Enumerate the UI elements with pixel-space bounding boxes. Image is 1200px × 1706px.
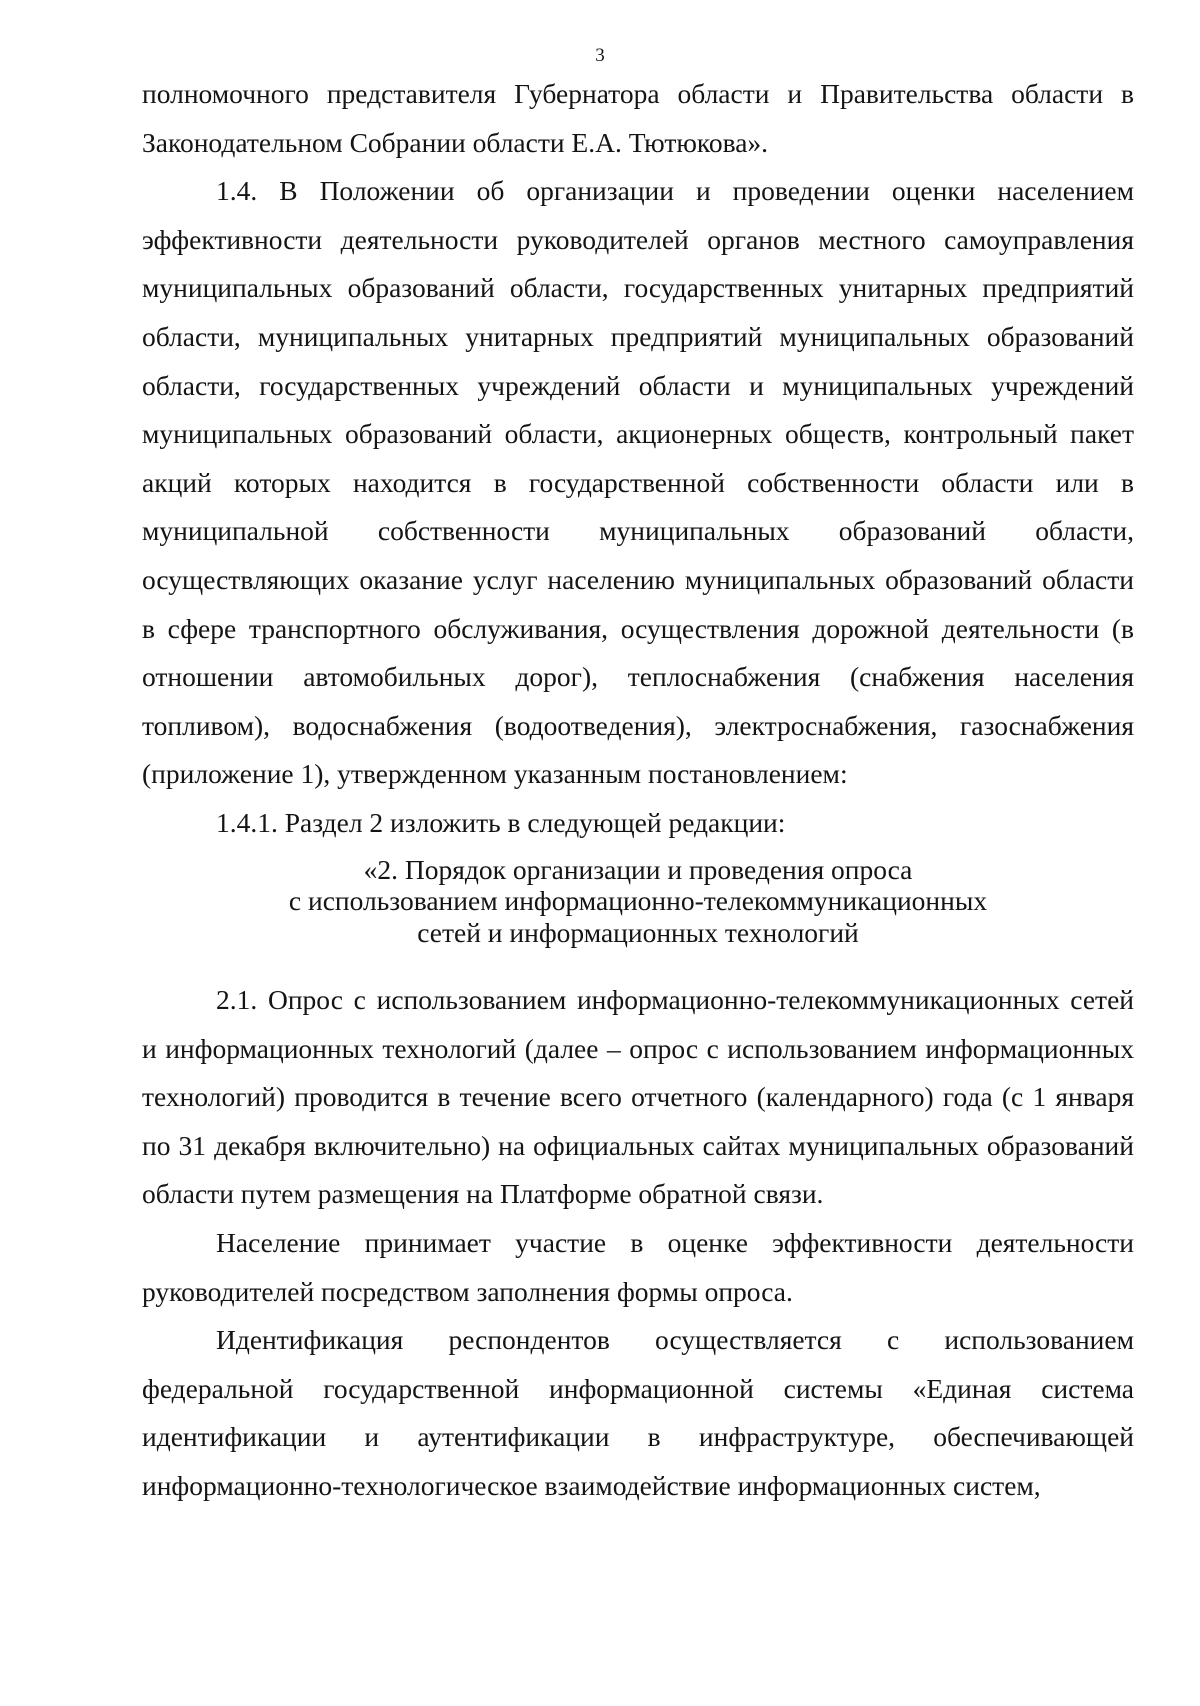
paragraph-1-4-1: 1.4.1. Раздел 2 изложить в следующей редакции: [216,806,786,838]
paragraph-population: Население принимает участие в оценке эффективности деятельности руководителей посредством заполнения формы опроса. [142,1226,1134,1307]
paragraph-1-4: 1.4. В Положении об организации и проведении оценки населением эффективности деятельности руководителей органов местного самоуправления муниципальных образований области, государственных унитарных предприятий области, муниципальных унитарных предприятий муниципальных образований области, государственных учреждений области и муниципальных учреждений муниципальных образований области, акционерных обществ, контрольный пакет акций которых находится в государственной собственности области или в муниципальной собственности муниципальных образований области, осуществляющих оказание услуг населению муниципальных образований области в сфере транспортного обслуживания, осуществления дорожной деятельности (в отношении автомобильных дорог), теплоснабжения (снабжения населения топливом), водоснабжения (водоотведения), электроснабжения, газоснабжения (приложение 1), утвержденном указанным постановлением: [142,175,1134,790]
section-heading-line-3: сетей и информационных технологий [417,916,859,948]
document-body [142,70,1134,1511]
page-number: 3 [595,45,605,66]
paragraph-identification: Идентификация респондентов осуществляется с использованием федеральной государственной информационной системы «Единая система идентификации и аутентификации в инфраструктуре, обеспечивающей информационно-технологическое взаимодействие информационных систем, [142,1324,1134,1501]
section-heading-line-1: «2. Порядок организации и проведения опроса [363,853,913,885]
section-heading [142,854,1134,949]
paragraph-continuation: полномочного представителя Губернатора области и Правительства области в Законодательном Собрании области Е.А. Тютюкова». [142,78,1134,158]
paragraph-2-1: 2.1. Опрос с использованием информационно-телекоммуникационных сетей и информационных технологий (далее – опрос с использованием информационных технологий) проводится в течение всего отчетного (календарного) года (с 1 января по 31 декабря включительно) на официальных сайтах муниципальных образований области путем размещения на Платформе обратной связи. [142,984,1134,1210]
section-heading-line-2: с использованием информационно-телекоммуникационных [288,885,988,916]
